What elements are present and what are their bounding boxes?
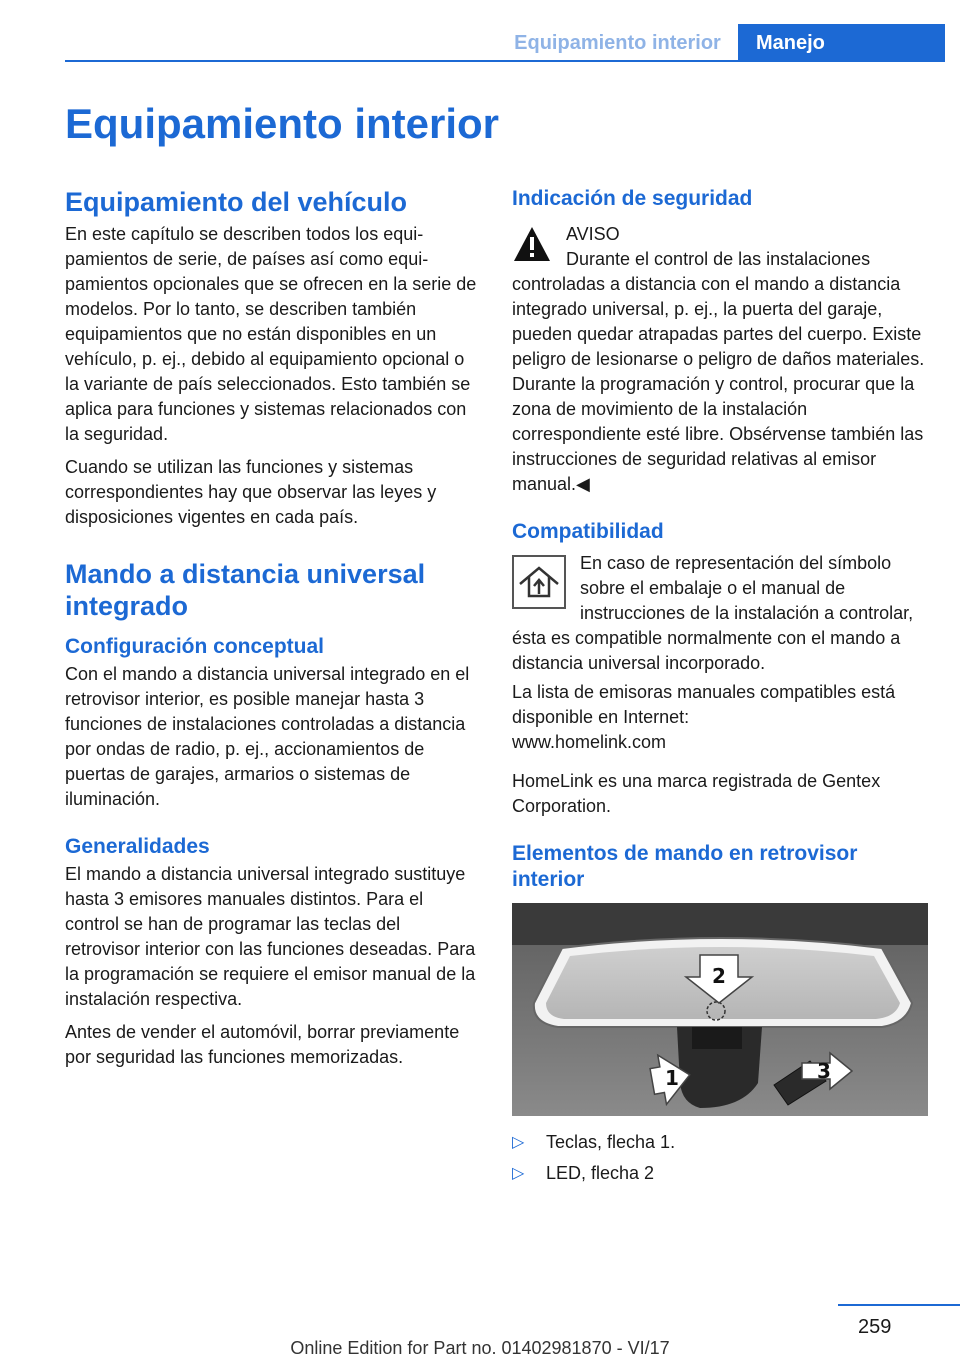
header-chapter-tab[interactable]: Manejo <box>738 24 945 62</box>
homelink-url-link[interactable]: www.homelink.com <box>512 732 667 752</box>
paragraph-generalidades-2: Antes de vender el automóvil, borrar previamente por seguridad las funciones memorizadas. <box>65 1022 460 1067</box>
heading-generalidades: Generalidades <box>65 835 210 858</box>
list-item-text: Teclas, flecha 1. <box>546 1132 676 1152</box>
page-number: 259 <box>858 1316 892 1338</box>
paragraph-compatibilidad-1: En caso de representación del símbolo sobre el embalaje o el manual de instrucciones de la instalación a controlar, ésta es compatible normalmente con el mando a distancia universal incorporado. <box>512 553 914 673</box>
right-column <box>512 186 930 1192</box>
paragraph-generalidades-1: El mando a distancia universal integrado sustituye hasta 3 emisores manuales distintos. Para el control se han de programar las teclas del retrovisor interior con las funciones deseadas. Para la programación se requiere el emisor manual de la instalación respectiva. <box>65 864 476 1009</box>
heading-indicacion-seguridad: Indicación de seguridad <box>512 187 753 210</box>
warning-triangle-icon <box>512 224 552 264</box>
heading-mando-distancia: Mando a distancia universal integrado <box>65 559 426 621</box>
paragraph-equipamiento-1: En este capítulo se describen todos los equipamientos de serie, de países así como equipamientos opcionales que se ofrecen en la serie de modelos. Por lo tanto, se describen también equipamientos que no están disponibles en un vehículo, p. ej., debido al equipamiento opcional o la variante de país seleccionados. Esto también se aplica para funciones y sistemas relacionados con la seguridad. <box>65 224 477 444</box>
figure-label-2: 2 <box>712 964 726 988</box>
aviso-label: AVISO <box>566 224 620 244</box>
list-item <box>512 1161 930 1186</box>
paragraph-compatibilidad-2 <box>512 680 930 755</box>
figure-label-3: 3 <box>817 1059 831 1083</box>
aviso-text: Durante el control de las instalaciones controladas a distancia con el mando a distancia integrado universal, p. ej., la puerta del garaje, pueden quedar atrapadas partes del cuerpo. Existe peligro de lesionarse o peligro de daños materiales. Durante la programación y control, procurar que la zona de movimiento de la instalación correspondiente esté libre. Obsérvense también las instrucciones de seguridad relativas al emisor manual.◀ <box>512 249 925 494</box>
paragraph-configuracion: Con el mando a distancia universal integrado en el retrovisor interior, es posible manejar hasta 3 funciones de instalaciones controladas a distancia por ondas de radio, p. ej., accionamientos de puertas de garajes, armarios o sistemas de iluminación. <box>65 664 470 809</box>
page-title: Equipamiento interior <box>65 100 500 147</box>
bullet-triangle-icon: ▷ <box>512 1165 525 1182</box>
homelink-house-icon <box>512 555 566 609</box>
footer-rule <box>838 1304 960 1306</box>
compat-notice <box>512 551 930 676</box>
list-item <box>512 1130 930 1155</box>
heading-compatibilidad: Compatibilidad <box>512 520 664 543</box>
bullet-triangle-icon: ▷ <box>512 1134 525 1151</box>
heading-elementos-mando: Elementos de mando en retrovisor interior <box>512 842 858 891</box>
heading-equipamiento-vehiculo: Equipamiento del vehículo <box>65 187 408 217</box>
paragraph-equipamiento-2: Cuando se utilizan las funciones y sistemas correspondientes hay que observar las leyes y disposiciones vigentes en cada país. <box>65 457 437 527</box>
header-section-title: Equipamiento interior <box>514 32 721 54</box>
compat-list-text: La lista de emisoras manuales compatibles está disponible en Internet: <box>512 682 896 727</box>
control-elements-list <box>512 1130 930 1186</box>
figure-label-1: 1 <box>665 1066 679 1090</box>
footer-edition: Online Edition for Part no. 01402981870 - VI/17 <box>290 1338 670 1358</box>
heading-configuracion: Configuración conceptual <box>65 635 325 658</box>
paragraph-homelink: HomeLink es una marca registrada de Gentex Corporation. <box>512 771 881 816</box>
left-column <box>65 186 480 1078</box>
rearview-mirror-figure <box>512 903 928 1116</box>
warning-notice <box>512 222 930 497</box>
list-item-text: LED, flecha 2 <box>546 1163 655 1183</box>
header-rule <box>65 60 945 62</box>
